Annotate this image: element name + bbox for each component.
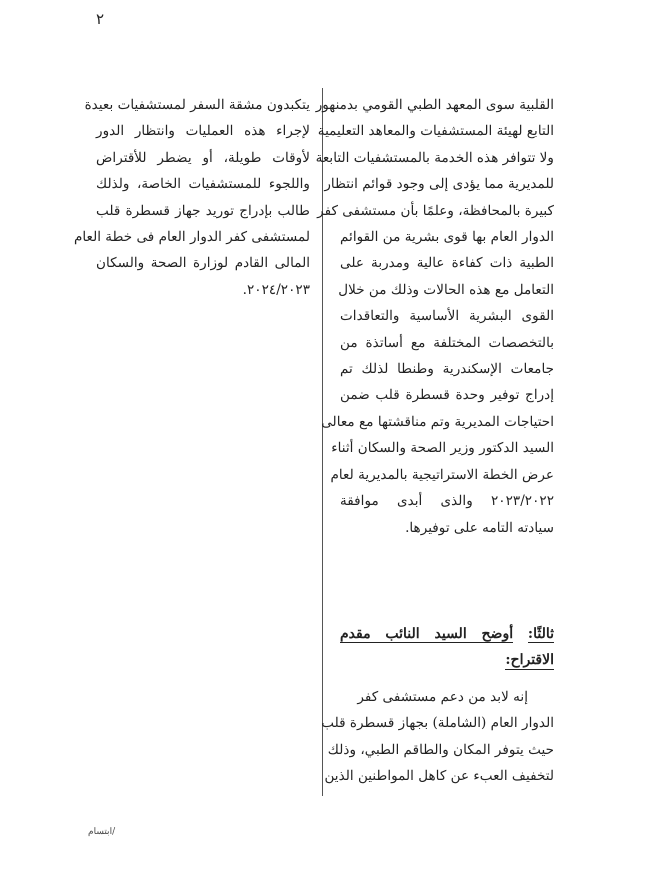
text-line: للمديرية مما يؤدى إلى وجود قوائم انتظار	[324, 176, 554, 193]
text-line: إنه لابد من دعم مستشفى كفر	[357, 689, 528, 705]
text-line: ٢٠٢٤/٢٠٢٣.	[242, 281, 310, 298]
proposal-paragraph	[321, 684, 554, 790]
text-line: احتياجات المديرية وتم مناقشتها مع معالى	[321, 413, 554, 430]
text-line: طالب بإدراج توريد جهاز قسطرة قلب	[96, 202, 310, 219]
text-line: التابع لهيئة المستشفيات والمعاهد التعليمية	[317, 123, 554, 140]
text-line: إدراج توفير وحدة قسطرة قلب ضمن	[340, 387, 554, 404]
right-column	[315, 92, 554, 541]
text-line: بالتخصصات المختلفة مع أساتذة من	[340, 334, 554, 351]
text-line: لمستشفى كفر الدوار العام فى خطة العام	[73, 229, 310, 246]
text-line: المالى القادم لوزارة الصحة والسكان	[96, 255, 310, 272]
text-line: سيادته التامه على توفيرها.	[405, 519, 554, 536]
text-line: ولا تتوافر هذه الخدمة بالمستشفيات التابعة	[315, 149, 554, 166]
page-number: ٢	[96, 10, 105, 28]
text-line: يتكبدون مشقة السفر لمستشفيات بعيدة	[84, 97, 310, 113]
text-line: لأوقات طويلة، أو يضطر للأقتراض	[96, 149, 310, 166]
section-heading	[340, 621, 554, 673]
text-line: لإجراء هذه العمليات وانتظار الدور	[96, 123, 310, 140]
heading-text: أوضح السيد النائب مقدم	[340, 626, 514, 642]
column-divider	[322, 88, 323, 796]
text-line: الدوار العام بها قوى بشرية من القوائم	[340, 229, 554, 246]
text-line: الطبية ذات كفاءة عالية ومدربة على	[340, 255, 554, 272]
text-line: كبيرة بالمحافظة، وعلمًا بأن مستشفى كفر	[317, 202, 554, 219]
heading-subheading: الاقتراح:	[505, 652, 554, 668]
heading-line	[340, 621, 554, 647]
text-line: واللجوء للمستشفيات الخاصة، ولذلك	[96, 176, 310, 193]
footer-initials: /ابتسام	[88, 827, 116, 837]
text-line: حيث يتوفر المكان والطاقم الطبي، وذلك	[327, 741, 554, 758]
text-line: عرض الخطة الاستراتيجية بالمديرية لعام	[330, 466, 554, 483]
heading-prefix: ثالثًا:	[527, 626, 554, 642]
text-line: ٢٠٢٣/٢٠٢٢ والذى أبدى موافقة	[340, 493, 554, 510]
text-line: القلبية سوى المعهد الطبي القومي بدمنهور	[315, 97, 554, 113]
text-line: التعامل مع هذه الحالات وذلك من خلال	[338, 281, 554, 298]
text-line: السيد الدكتور وزير الصحة والسكان أثناء	[331, 440, 554, 457]
text-line: جامعات الإسكندرية وطنطا لذلك تم	[340, 361, 554, 378]
text-line: الدوار العام (الشاملة) بجهاز قسطرة قلب	[321, 715, 554, 732]
text-line: القوى البشرية الأساسية والتعاقدات	[340, 308, 554, 325]
text-line: لتخفيف العبء عن كاهل المواطنين الذين	[324, 768, 554, 785]
left-column	[73, 92, 310, 303]
heading-subline	[340, 647, 554, 673]
